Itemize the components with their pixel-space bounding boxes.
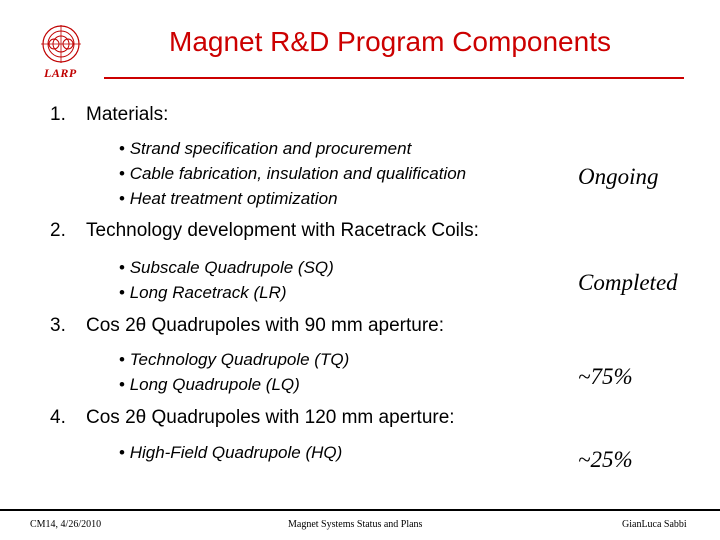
- status-section-2: Completed: [578, 270, 678, 295]
- bullet-item: • Long Racetrack (LR): [119, 280, 334, 305]
- section-number: 2.: [50, 220, 66, 241]
- bullet-item: • Heat treatment optimization: [119, 186, 466, 211]
- section-1-heading: [50, 104, 168, 126]
- bullet-item: • Technology Quadrupole (TQ): [119, 347, 349, 372]
- status-section-4: ~25%: [578, 447, 633, 472]
- section-heading-text: Materials:: [86, 104, 169, 125]
- bullet-item: • Cable fabrication, insulation and qualification: [119, 161, 466, 186]
- section-heading-text: Technology development with Racetrack Coils:: [86, 220, 479, 241]
- footer-title: Magnet Systems Status and Plans: [288, 519, 423, 530]
- slide-title: Magnet R&D Program Components: [169, 26, 611, 57]
- status-section-3: ~75%: [578, 364, 633, 389]
- bullet-item: • Long Quadrupole (LQ): [119, 372, 349, 397]
- section-heading-text: Cos 2θ Quadrupoles with 120 mm aperture:: [86, 407, 455, 428]
- section-number: 3.: [50, 315, 66, 336]
- section-2-bullets: [119, 255, 334, 305]
- section-number: 1.: [50, 104, 66, 125]
- section-number: 4.: [50, 407, 66, 428]
- section-1-bullets: [119, 136, 466, 211]
- footer-divider: [0, 509, 720, 511]
- section-3-heading: [50, 315, 444, 337]
- status-section-1: Ongoing: [578, 164, 659, 189]
- footer-author: GianLuca Sabbi: [622, 519, 687, 530]
- bullet-item: • Strand specification and procurement: [119, 136, 466, 161]
- bullet-item: • High-Field Quadrupole (HQ): [119, 440, 342, 465]
- footer-date: CM14, 4/26/2010: [30, 519, 102, 530]
- section-4-bullets: [119, 440, 342, 465]
- section-4-heading: [50, 407, 455, 429]
- section-2-heading: [50, 220, 479, 242]
- section-heading-text: Cos 2θ Quadrupoles with 90 mm aperture:: [86, 315, 445, 336]
- logo-text: LARP: [44, 66, 77, 80]
- title-underline: [104, 77, 684, 79]
- section-3-bullets: [119, 347, 349, 397]
- bullet-item: • Subscale Quadrupole (SQ): [119, 255, 334, 280]
